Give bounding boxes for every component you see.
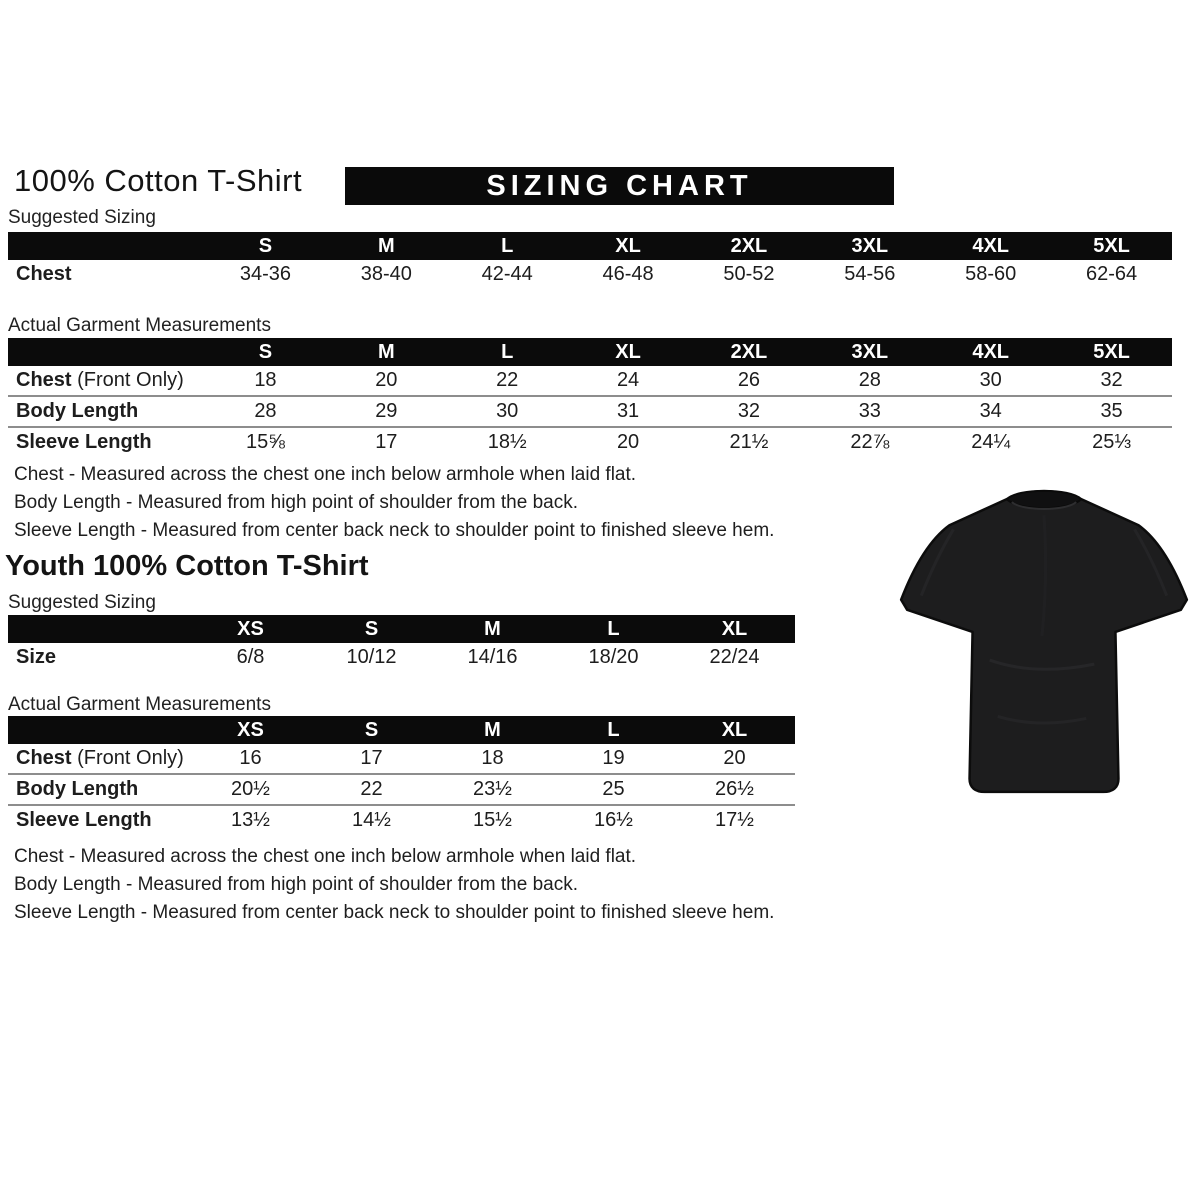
table-cell: 6/8	[236, 646, 265, 668]
row-label-bold: Body Length	[16, 778, 139, 800]
tshirt-icon	[893, 479, 1195, 809]
column-header: XS	[237, 617, 264, 640]
table-cell: 26½	[715, 778, 754, 800]
row-label	[8, 646, 190, 669]
youth-title: Youth 100% Cotton T-Shirt	[5, 550, 369, 582]
table-cell: 26	[737, 369, 761, 391]
column-header: S	[258, 340, 273, 363]
adult-suggested-table	[8, 232, 1172, 289]
note-chest: Chest - Measured across the chest one inch below armhole when laid flat.	[14, 464, 637, 485]
table-header-row	[8, 615, 795, 643]
table-cell: 35	[1100, 400, 1123, 422]
adult-actual-heading: Actual Garment Measurements	[8, 315, 271, 336]
table-cell: 22⅞	[850, 431, 890, 453]
table-cell: 28	[858, 369, 881, 391]
column-header: S	[364, 718, 379, 741]
table-row	[8, 260, 1172, 289]
page-title: 100% Cotton T-Shirt	[14, 163, 303, 198]
column-header: 3XL	[851, 234, 889, 257]
table-cell: 18½	[487, 431, 527, 453]
note-body-length: Body Length - Measured from high point of shoulder from the back.	[14, 492, 578, 513]
column-header: L	[607, 718, 620, 741]
table-cell: 25	[602, 778, 625, 800]
table-cell: 54-56	[844, 263, 896, 285]
table-cell: 62-64	[1085, 263, 1138, 285]
row-label-bold: Sleeve Length	[16, 431, 152, 453]
column-header: M	[377, 340, 395, 363]
table-cell: 29	[375, 400, 398, 422]
table-cell: 32	[1100, 369, 1123, 391]
adult-actual-table	[8, 338, 1172, 457]
row-label-suffix: (Front Only)	[71, 369, 184, 391]
table-cell: 14/16	[467, 646, 518, 668]
row-label	[8, 263, 205, 286]
row-label-bold: Sleeve Length	[16, 809, 152, 831]
column-header: S	[364, 617, 379, 640]
note-body-length: Body Length - Measured from high point of shoulder from the back.	[14, 874, 578, 895]
table-cell: 22	[360, 778, 383, 800]
youth-measurement-notes	[14, 843, 774, 927]
table-cell: 22/24	[709, 646, 760, 668]
youth-actual-heading: Actual Garment Measurements	[8, 694, 271, 715]
column-header: XL	[721, 617, 748, 640]
table-row	[8, 366, 1172, 397]
note-sleeve-length: Sleeve Length - Measured from center back neck to shoulder point to finished sleeve hem.	[14, 902, 775, 923]
row-label-suffix: (Front Only)	[71, 747, 184, 769]
table-cell: 20	[723, 747, 746, 769]
column-header: 4XL	[972, 340, 1010, 363]
table-cell: 21½	[729, 431, 769, 453]
table-row	[8, 643, 795, 672]
table-cell: 22	[496, 369, 519, 391]
table-cell: 15⅝	[245, 431, 285, 453]
table-header-row	[8, 338, 1172, 366]
column-header: 5XL	[1093, 340, 1130, 363]
table-cell: 18/20	[588, 646, 639, 668]
table-cell: 18	[481, 747, 504, 769]
column-header: 2XL	[730, 340, 768, 363]
column-header: 4XL	[972, 234, 1010, 257]
column-header: XL	[615, 340, 641, 363]
table-cell: 20	[375, 369, 398, 391]
tshirt-product-image	[893, 479, 1195, 809]
table-cell: 24	[616, 369, 640, 391]
adult-measurement-notes	[14, 461, 774, 545]
table-cell: 28	[254, 400, 277, 422]
table-row	[8, 397, 1172, 428]
row-label	[8, 369, 205, 392]
youth-actual-table	[8, 716, 795, 835]
column-header: XL	[615, 234, 641, 257]
table-cell: 18	[254, 369, 277, 391]
sizing-chart-banner: SIZING CHART	[345, 167, 894, 205]
table-cell: 38-40	[360, 263, 412, 285]
table-cell: 15½	[473, 809, 512, 831]
table-cell: 24¼	[971, 431, 1011, 453]
table-row	[8, 744, 795, 775]
table-cell: 17	[360, 747, 383, 769]
column-header: XS	[237, 718, 264, 741]
row-label	[8, 778, 190, 801]
table-cell: 17½	[715, 809, 754, 831]
table-cell: 30	[979, 369, 1002, 391]
table-cell: 16	[239, 747, 262, 769]
table-cell: 46-48	[602, 263, 654, 285]
table-cell: 10/12	[346, 646, 397, 668]
row-label	[8, 400, 205, 423]
table-cell: 58-60	[965, 263, 1017, 285]
row-label-bold: Body Length	[16, 400, 139, 422]
row-label	[8, 747, 190, 770]
table-cell: 30	[496, 400, 519, 422]
row-label-bold: Chest	[16, 747, 72, 769]
table-cell: 16½	[594, 809, 633, 831]
table-row	[8, 428, 1172, 457]
column-header: M	[484, 617, 501, 640]
column-header: XL	[721, 718, 748, 741]
table-cell: 25⅓	[1092, 431, 1132, 453]
table-cell: 42-44	[481, 263, 533, 285]
column-header: L	[501, 234, 514, 257]
table-cell: 20½	[231, 778, 270, 800]
column-header: M	[377, 234, 395, 257]
row-label-bold: Chest	[16, 263, 72, 285]
row-label	[8, 809, 190, 832]
column-header: 3XL	[851, 340, 889, 363]
table-cell: 32	[737, 400, 761, 422]
table-row	[8, 775, 795, 806]
adult-suggested-heading: Suggested Sizing	[8, 207, 156, 228]
table-cell: 19	[602, 747, 625, 769]
column-header: S	[258, 234, 273, 257]
table-cell: 17	[375, 431, 398, 453]
table-cell: 31	[616, 400, 640, 422]
table-header-row	[8, 716, 795, 744]
note-sleeve-length: Sleeve Length - Measured from center back neck to shoulder point to finished sleeve hem.	[14, 520, 775, 541]
table-cell: 13½	[231, 809, 270, 831]
row-label-bold: Size	[16, 646, 57, 668]
table-row	[8, 806, 795, 835]
column-header: 5XL	[1093, 234, 1130, 257]
table-cell: 34	[979, 400, 1002, 422]
column-header: 2XL	[730, 234, 768, 257]
youth-suggested-table	[8, 615, 795, 672]
column-header: M	[484, 718, 501, 741]
row-label-bold: Chest	[16, 369, 72, 391]
table-cell: 23½	[473, 778, 512, 800]
table-cell: 33	[858, 400, 881, 422]
table-cell: 50-52	[723, 263, 775, 285]
column-header: L	[607, 617, 620, 640]
note-chest: Chest - Measured across the chest one inch below armhole when laid flat.	[14, 846, 637, 867]
table-cell: 14½	[352, 809, 391, 831]
column-header: L	[501, 340, 514, 363]
table-cell: 34-36	[239, 263, 292, 285]
row-label	[8, 431, 205, 454]
youth-suggested-heading: Suggested Sizing	[8, 592, 156, 613]
table-cell: 20	[616, 431, 640, 453]
table-header-row	[8, 232, 1172, 260]
